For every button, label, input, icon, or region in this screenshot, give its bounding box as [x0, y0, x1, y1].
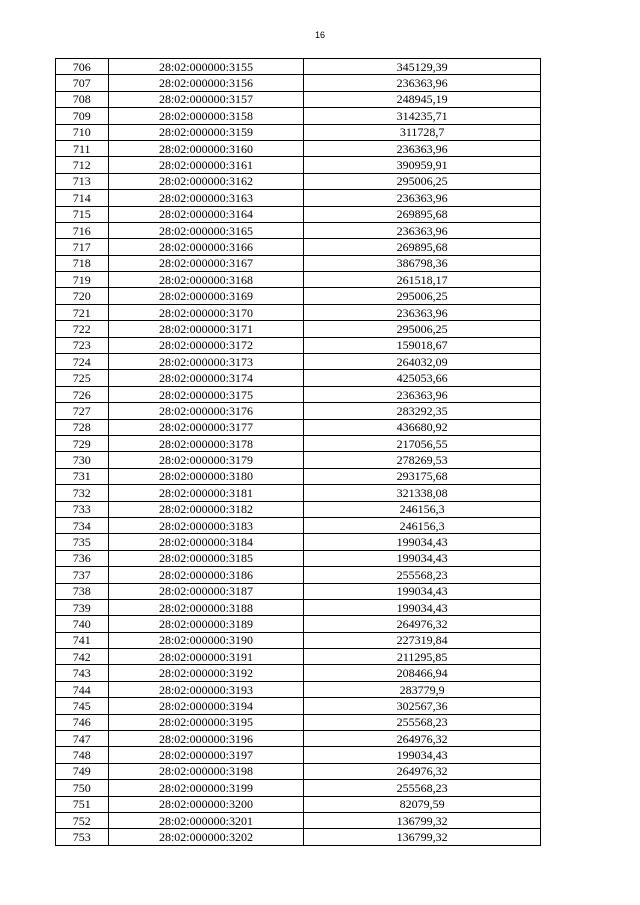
table-row: [56, 370, 541, 386]
table-row: [56, 763, 541, 779]
cadastral-number-cell: 28:02:000000:3165: [108, 222, 304, 238]
cadastral-number-cell: 28:02:000000:3178: [108, 435, 304, 451]
value-cell: 136799,32: [304, 812, 541, 828]
table-row: [56, 288, 541, 304]
table-row: [56, 190, 541, 206]
row-number-cell: 741: [56, 632, 109, 648]
row-number-cell: 732: [56, 485, 109, 501]
table-row: [56, 419, 541, 435]
table-row: [56, 91, 541, 107]
row-number-cell: 722: [56, 321, 109, 337]
row-number-cell: 745: [56, 698, 109, 714]
value-cell: 199034,43: [304, 534, 541, 550]
value-cell: 246156,3: [304, 517, 541, 533]
row-number-cell: 735: [56, 534, 109, 550]
table-row: [56, 583, 541, 599]
value-cell: 390959,91: [304, 157, 541, 173]
value-cell: 199034,43: [304, 583, 541, 599]
value-cell: 293175,68: [304, 468, 541, 484]
row-number-cell: 712: [56, 157, 109, 173]
cadastral-number-cell: 28:02:000000:3157: [108, 91, 304, 107]
table-row: [56, 337, 541, 353]
table-row: [56, 108, 541, 124]
cadastral-number-cell: 28:02:000000:3180: [108, 468, 304, 484]
table-row: [56, 124, 541, 140]
row-number-cell: 730: [56, 452, 109, 468]
value-cell: 283779,9: [304, 681, 541, 697]
cadastral-number-cell: 28:02:000000:3195: [108, 714, 304, 730]
row-number-cell: 728: [56, 419, 109, 435]
cadastral-number-cell: 28:02:000000:3184: [108, 534, 304, 550]
value-cell: 236363,96: [304, 386, 541, 402]
value-cell: 236363,96: [304, 222, 541, 238]
row-number-cell: 717: [56, 239, 109, 255]
row-number-cell: 752: [56, 812, 109, 828]
table-row: [56, 59, 541, 75]
row-number-cell: 721: [56, 304, 109, 320]
cadastral-number-cell: 28:02:000000:3175: [108, 386, 304, 402]
cadastral-number-cell: 28:02:000000:3183: [108, 517, 304, 533]
value-cell: 311728,7: [304, 124, 541, 140]
row-number-cell: 718: [56, 255, 109, 271]
value-cell: 255568,23: [304, 780, 541, 796]
row-number-cell: 738: [56, 583, 109, 599]
row-number-cell: 708: [56, 91, 109, 107]
table-row: [56, 747, 541, 763]
value-cell: 199034,43: [304, 747, 541, 763]
row-number-cell: 740: [56, 616, 109, 632]
row-number-cell: 734: [56, 517, 109, 533]
value-cell: 283292,35: [304, 403, 541, 419]
value-cell: 208466,94: [304, 665, 541, 681]
value-cell: 236363,96: [304, 190, 541, 206]
value-cell: 255568,23: [304, 714, 541, 730]
value-cell: 199034,43: [304, 599, 541, 615]
row-number-cell: 706: [56, 59, 109, 75]
cadastral-number-cell: 28:02:000000:3159: [108, 124, 304, 140]
table-row: [56, 239, 541, 255]
cadastral-number-cell: 28:02:000000:3163: [108, 190, 304, 206]
table-row: [56, 665, 541, 681]
value-cell: 264032,09: [304, 354, 541, 370]
table-row: [56, 173, 541, 189]
table-row: [56, 452, 541, 468]
table-row: [56, 206, 541, 222]
row-number-cell: 720: [56, 288, 109, 304]
cadastral-number-cell: 28:02:000000:3166: [108, 239, 304, 255]
table-row: [56, 157, 541, 173]
cadastral-number-cell: 28:02:000000:3185: [108, 550, 304, 566]
cadastral-number-cell: 28:02:000000:3172: [108, 337, 304, 353]
cadastral-table-body: [56, 59, 541, 846]
cadastral-number-cell: 28:02:000000:3200: [108, 796, 304, 812]
row-number-cell: 711: [56, 140, 109, 156]
row-number-cell: 737: [56, 567, 109, 583]
row-number-cell: 744: [56, 681, 109, 697]
value-cell: 246156,3: [304, 501, 541, 517]
value-cell: 236363,96: [304, 140, 541, 156]
row-number-cell: 748: [56, 747, 109, 763]
cadastral-number-cell: 28:02:000000:3189: [108, 616, 304, 632]
row-number-cell: 742: [56, 649, 109, 665]
row-number-cell: 751: [56, 796, 109, 812]
value-cell: 264976,32: [304, 616, 541, 632]
table-row: [56, 272, 541, 288]
value-cell: 295006,25: [304, 173, 541, 189]
row-number-cell: 713: [56, 173, 109, 189]
table-row: [56, 403, 541, 419]
row-number-cell: 707: [56, 75, 109, 91]
row-number-cell: 750: [56, 780, 109, 796]
row-number-cell: 749: [56, 763, 109, 779]
table-row: [56, 435, 541, 451]
table-row: [56, 222, 541, 238]
table-row: [56, 731, 541, 747]
row-number-cell: 736: [56, 550, 109, 566]
cadastral-table: [55, 58, 541, 846]
row-number-cell: 725: [56, 370, 109, 386]
table-row: [56, 321, 541, 337]
row-number-cell: 746: [56, 714, 109, 730]
value-cell: 217056,55: [304, 435, 541, 451]
value-cell: 295006,25: [304, 321, 541, 337]
cadastral-number-cell: 28:02:000000:3164: [108, 206, 304, 222]
table-row: [56, 354, 541, 370]
value-cell: 255568,23: [304, 567, 541, 583]
cadastral-number-cell: 28:02:000000:3202: [108, 829, 304, 845]
table-row: [56, 501, 541, 517]
table-row: [56, 812, 541, 828]
cadastral-number-cell: 28:02:000000:3167: [108, 255, 304, 271]
row-number-cell: 709: [56, 108, 109, 124]
value-cell: 321338,08: [304, 485, 541, 501]
cadastral-number-cell: 28:02:000000:3160: [108, 140, 304, 156]
table-row: [56, 567, 541, 583]
table-row: [56, 386, 541, 402]
cadastral-number-cell: 28:02:000000:3179: [108, 452, 304, 468]
row-number-cell: 714: [56, 190, 109, 206]
cadastral-number-cell: 28:02:000000:3182: [108, 501, 304, 517]
table-row: [56, 796, 541, 812]
page-number: 16: [314, 30, 325, 40]
table-row: [56, 75, 541, 91]
row-number-cell: 719: [56, 272, 109, 288]
value-cell: 136799,32: [304, 829, 541, 845]
table-row: [56, 616, 541, 632]
table-row: [56, 698, 541, 714]
value-cell: 248945,19: [304, 91, 541, 107]
table-row: [56, 517, 541, 533]
cadastral-number-cell: 28:02:000000:3188: [108, 599, 304, 615]
value-cell: 302567,36: [304, 698, 541, 714]
cadastral-number-cell: 28:02:000000:3170: [108, 304, 304, 320]
value-cell: 227319,84: [304, 632, 541, 648]
table-row: [56, 140, 541, 156]
cadastral-number-cell: 28:02:000000:3158: [108, 108, 304, 124]
value-cell: 386798,36: [304, 255, 541, 271]
value-cell: 425053,66: [304, 370, 541, 386]
value-cell: 264976,32: [304, 763, 541, 779]
cadastral-number-cell: 28:02:000000:3174: [108, 370, 304, 386]
row-number-cell: 739: [56, 599, 109, 615]
value-cell: 314235,71: [304, 108, 541, 124]
cadastral-number-cell: 28:02:000000:3199: [108, 780, 304, 796]
row-number-cell: 710: [56, 124, 109, 140]
cadastral-number-cell: 28:02:000000:3169: [108, 288, 304, 304]
value-cell: 345129,39: [304, 59, 541, 75]
cadastral-number-cell: 28:02:000000:3196: [108, 731, 304, 747]
cadastral-number-cell: 28:02:000000:3192: [108, 665, 304, 681]
cadastral-number-cell: 28:02:000000:3197: [108, 747, 304, 763]
table-row: [56, 649, 541, 665]
row-number-cell: 727: [56, 403, 109, 419]
row-number-cell: 723: [56, 337, 109, 353]
value-cell: 278269,53: [304, 452, 541, 468]
value-cell: 159018,67: [304, 337, 541, 353]
table-row: [56, 714, 541, 730]
value-cell: 236363,96: [304, 75, 541, 91]
cadastral-number-cell: 28:02:000000:3161: [108, 157, 304, 173]
row-number-cell: 715: [56, 206, 109, 222]
row-number-cell: 716: [56, 222, 109, 238]
row-number-cell: 733: [56, 501, 109, 517]
value-cell: 261518,17: [304, 272, 541, 288]
cadastral-number-cell: 28:02:000000:3186: [108, 567, 304, 583]
cadastral-number-cell: 28:02:000000:3177: [108, 419, 304, 435]
value-cell: 199034,43: [304, 550, 541, 566]
row-number-cell: 743: [56, 665, 109, 681]
cadastral-number-cell: 28:02:000000:3173: [108, 354, 304, 370]
table-row: [56, 550, 541, 566]
cadastral-number-cell: 28:02:000000:3162: [108, 173, 304, 189]
cadastral-number-cell: 28:02:000000:3168: [108, 272, 304, 288]
cadastral-number-cell: 28:02:000000:3181: [108, 485, 304, 501]
value-cell: 82079,59: [304, 796, 541, 812]
table-row: [56, 780, 541, 796]
row-number-cell: 731: [56, 468, 109, 484]
cadastral-number-cell: 28:02:000000:3190: [108, 632, 304, 648]
cadastral-number-cell: 28:02:000000:3171: [108, 321, 304, 337]
table-row: [56, 681, 541, 697]
cadastral-number-cell: 28:02:000000:3156: [108, 75, 304, 91]
value-cell: 211295,85: [304, 649, 541, 665]
cadastral-number-cell: 28:02:000000:3198: [108, 763, 304, 779]
table-row: [56, 599, 541, 615]
table-row: [56, 829, 541, 845]
row-number-cell: 747: [56, 731, 109, 747]
table-row: [56, 534, 541, 550]
cadastral-number-cell: 28:02:000000:3194: [108, 698, 304, 714]
value-cell: 436680,92: [304, 419, 541, 435]
table-row: [56, 255, 541, 271]
row-number-cell: 724: [56, 354, 109, 370]
row-number-cell: 726: [56, 386, 109, 402]
cadastral-number-cell: 28:02:000000:3155: [108, 59, 304, 75]
table-row: [56, 485, 541, 501]
row-number-cell: 753: [56, 829, 109, 845]
row-number-cell: 729: [56, 435, 109, 451]
cadastral-number-cell: 28:02:000000:3201: [108, 812, 304, 828]
value-cell: 295006,25: [304, 288, 541, 304]
table-row: [56, 468, 541, 484]
table-row: [56, 304, 541, 320]
cadastral-number-cell: 28:02:000000:3187: [108, 583, 304, 599]
value-cell: 264976,32: [304, 731, 541, 747]
table-row: [56, 632, 541, 648]
value-cell: 269895,68: [304, 239, 541, 255]
value-cell: 269895,68: [304, 206, 541, 222]
cadastral-number-cell: 28:02:000000:3176: [108, 403, 304, 419]
cadastral-number-cell: 28:02:000000:3193: [108, 681, 304, 697]
cadastral-number-cell: 28:02:000000:3191: [108, 649, 304, 665]
value-cell: 236363,96: [304, 304, 541, 320]
